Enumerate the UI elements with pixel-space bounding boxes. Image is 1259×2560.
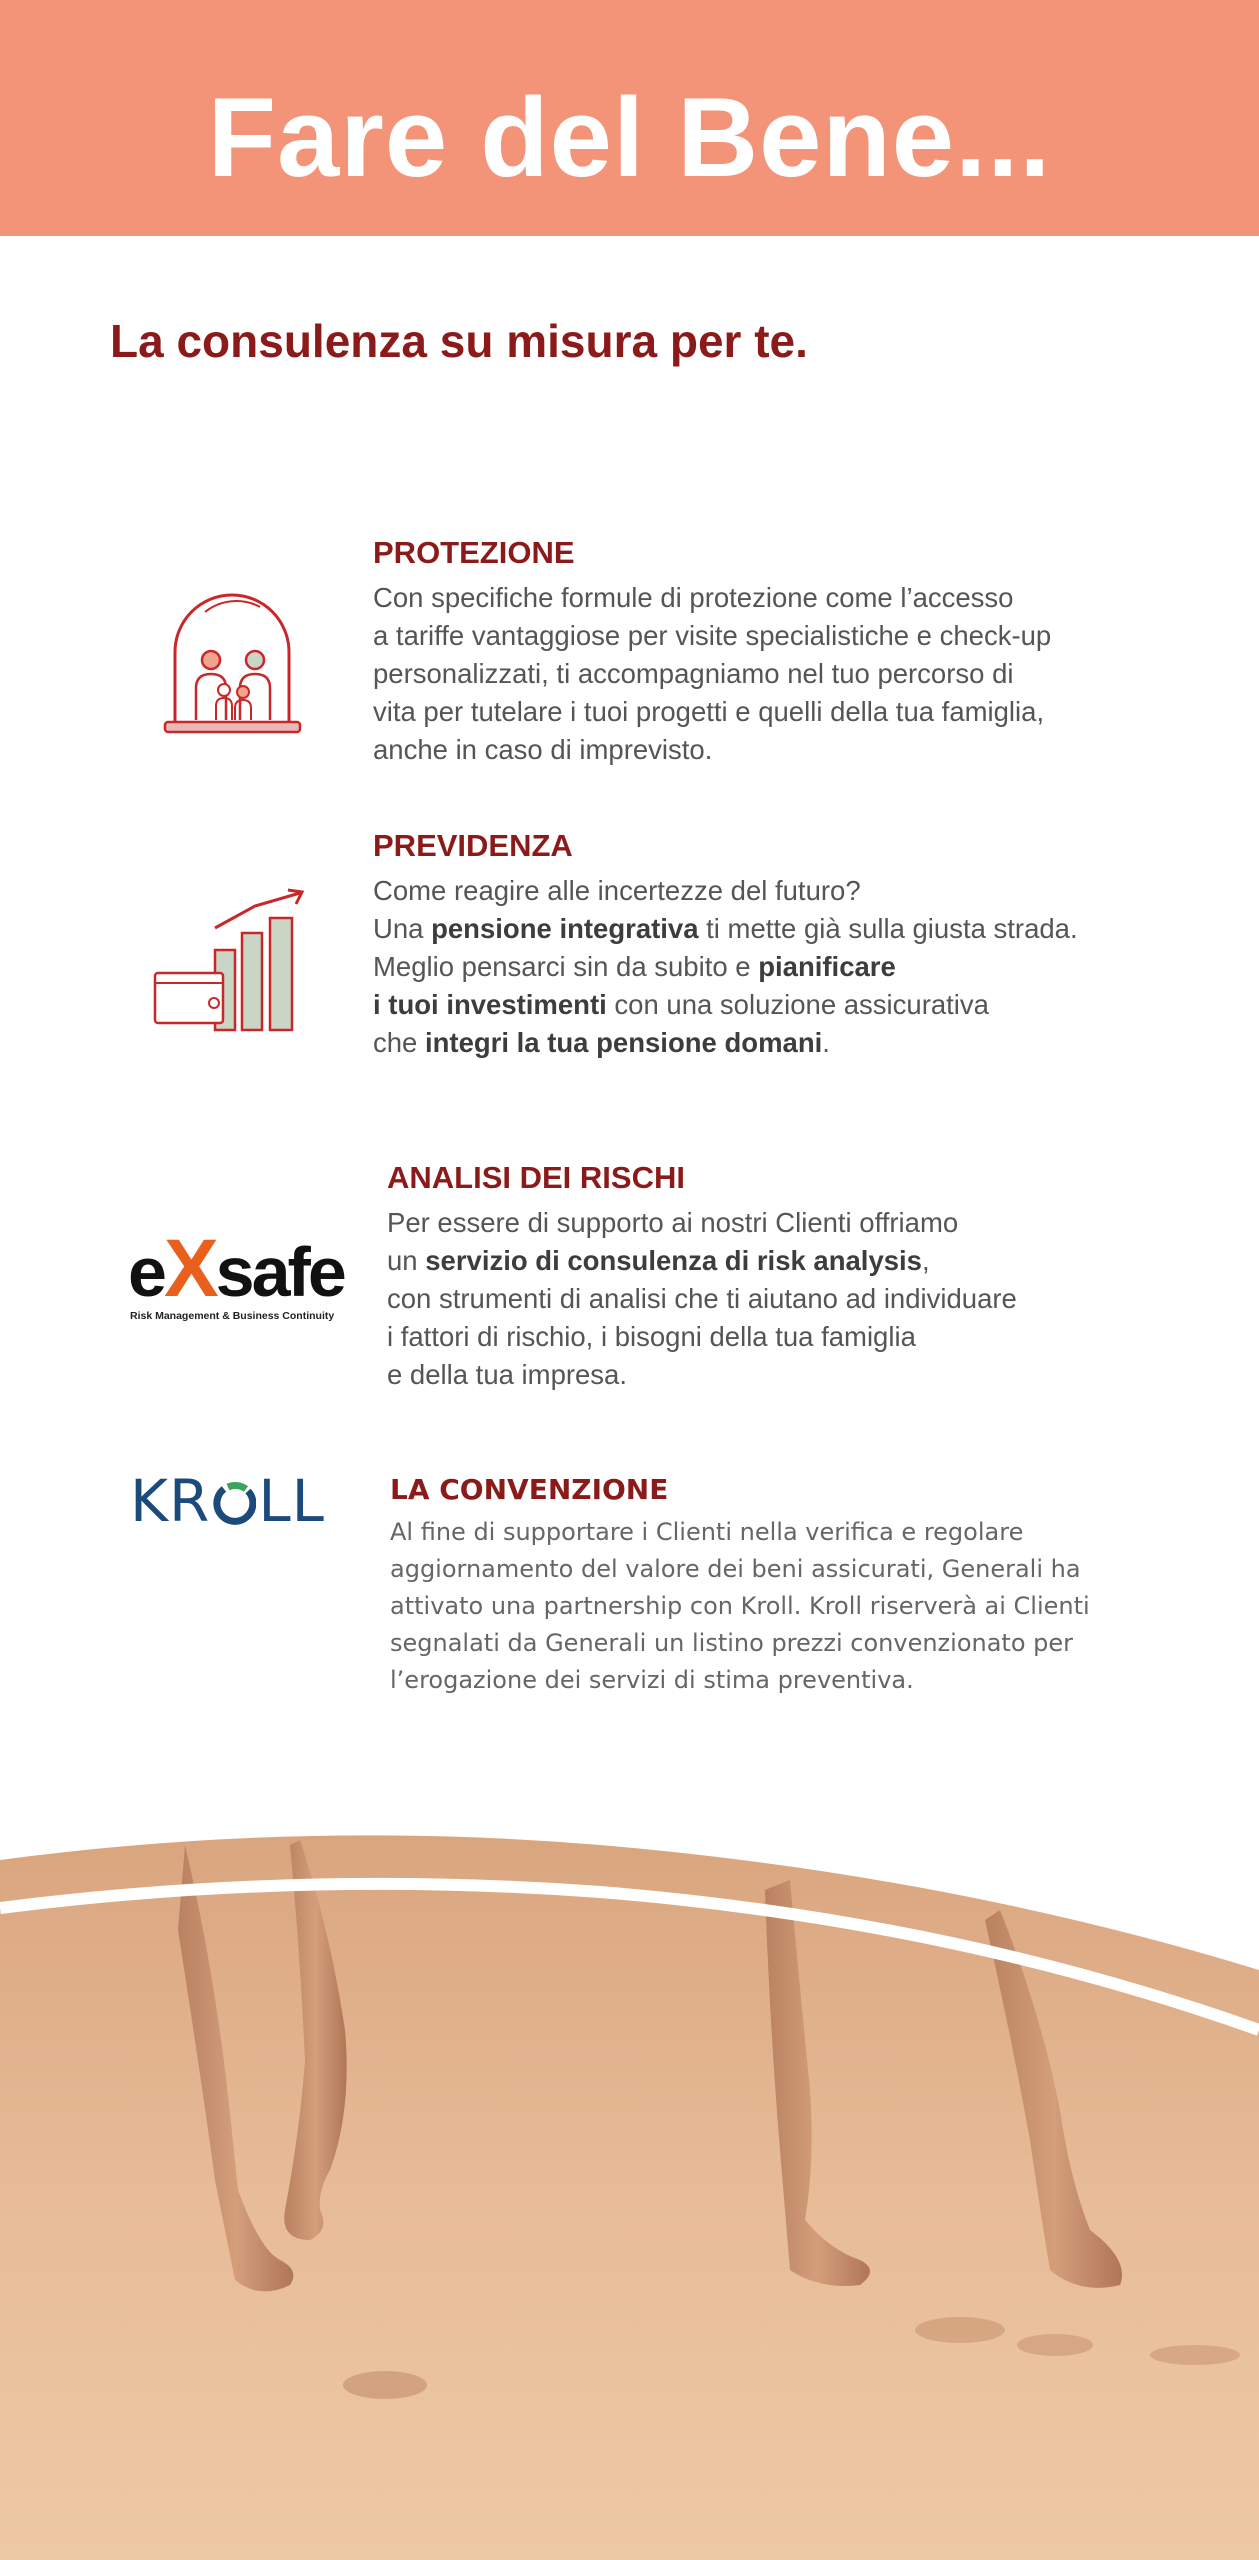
section-body: Come reagire alle incertezze del futuro? Una pensione integrativa ti mette già sulla giusta strada. Meglio pensarci sin da subito e pianificare i tuoi investimenti con una soluzione assicurativa che integri la tua pensione domani. [373,875,1078,1058]
family-dome-icon [160,592,305,742]
section-title: ANALISI DEI RISCHI [387,1160,685,1195]
section-protezione [373,535,1193,769]
kroll-logo: KR LL [130,1467,325,1535]
wallet-growth-chart-icon [150,888,310,1038]
section-body: Con specifiche formule di protezione come l’accesso a tariffe vantaggiose per visite specialistiche e check-up personalizzati, ti accompagniamo nel tuo percorso di vita per tutelare i tuoi progetti e quelli della tua famiglia, anche in caso di imprevisto. [373,582,1052,765]
kroll-o-mark [212,1476,256,1520]
section-title: PROTEZIONE [373,535,575,570]
section-body: Al fine di supportare i Clienti nella verifica e regolare aggiornamento del valore dei beni assicurati, Generali ha attivato una partnership con Kroll. Kroll riserverà ai Clienti segnalati da Generali un listino prezzi convenzionato per l’erogazione dei servizi di stima preventiva. [390,1518,1090,1694]
section-analisi [387,1160,1207,1394]
section-title: LA CONVENZIONE [390,1473,669,1506]
beach-footprints-image [0,1830,1259,2560]
page-subtitle: La consulenza su misura per te. [110,315,808,367]
section-body: Per essere di supporto ai nostri Clienti offriamo un servizio di consulenza di risk analysis, con strumenti di analisi che ti aiutano ad individuare i fattori di rischio, i bisogni della tua famiglia e della tua impresa. [387,1207,1017,1390]
page-title: Fare del Bene... [207,75,1052,200]
section-title: PREVIDENZA [373,828,573,863]
header-banner [0,0,1259,236]
section-previdenza [373,828,1213,1062]
section-convenzione [390,1473,1210,1699]
exsafe-logo: eXsafe Risk Management & Business Continuity [128,1223,344,1322]
